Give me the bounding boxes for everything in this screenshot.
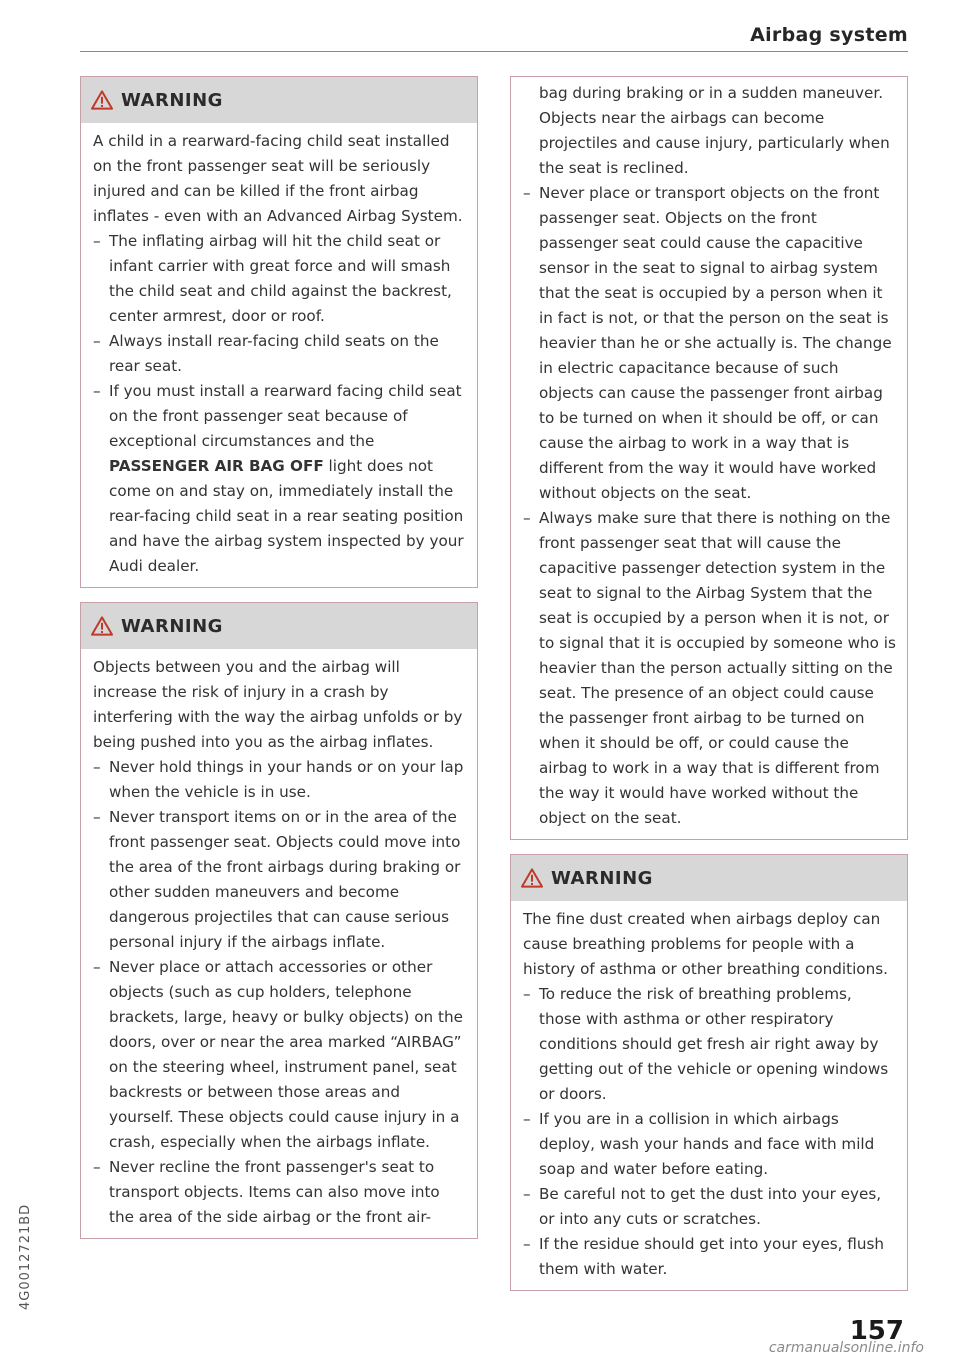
list-item: – Be careful not to get the dust into your eyes, or into any cuts or scratches. xyxy=(523,1182,897,1232)
watermark: carmanualsonline.info xyxy=(768,1340,924,1356)
warning-list xyxy=(93,229,467,579)
list-item: – The inflating airbag will hit the child seat or infant carrier with great force and will smash the child seat and child against the backrest, center armrest, door or roof. xyxy=(93,229,467,329)
section-title: Airbag system xyxy=(750,24,908,46)
header-divider xyxy=(80,51,908,52)
warning-triangle-icon xyxy=(91,616,113,636)
warning-body xyxy=(511,77,907,839)
right-column xyxy=(510,76,908,1291)
warning-body xyxy=(81,649,477,1238)
left-column xyxy=(80,76,478,1239)
warning-intro: The fine dust created when airbags deploy can cause breathing problems for people with a history of asthma or other breathing conditions. xyxy=(523,910,888,978)
list-item: – Always make sure that there is nothing on the front passenger seat that will cause the capacitive passenger detection system in the seat to signal to the Airbag System that the seat is occupied by a person when it is not, or to signal that it is occupied by someone who is heavier than the person actually sitting on the seat. The presence of an object could cause the passenger front airbag to be turned on when it should be off, or could cause the airbag to work in a way that is different from the way it would have worked without the object on the seat. xyxy=(523,506,897,831)
warning-list xyxy=(523,982,897,1282)
page-number: 157 xyxy=(849,1316,904,1346)
warning-header xyxy=(81,603,477,649)
warning-triangle-icon xyxy=(521,868,543,888)
list-item: – Never recline the front passenger's seat to transport objects. Items can also move into the area of the side airbag or the front air- xyxy=(93,1155,467,1230)
warning-title: WARNING xyxy=(121,615,223,637)
list-item: – Never place or attach accessories or other objects (such as cup holders, telephone brackets, large, heavy or bulky objects) on the doors, over or near the area marked “AIRBAG” on the steering wheel, instrument panel, seat backrests or between those areas and yourself. These objects could cause injury in a crash, especially when the airbags inflate. xyxy=(93,955,467,1155)
list-item-text: If you must install a rearward facing child seat on the front passenger seat because of exceptional circumstances and the xyxy=(109,382,462,450)
list-item-continued: bag during braking or in a sudden maneuver. Objects near the airbags can become projectiles and cause injury, particularly when the seat is reclined. xyxy=(539,84,890,177)
warning-intro: A child in a rearward-facing child seat installed on the front passenger seat will be seriously injured and can be killed if the front airbag inflates - even with an Advanced Airbag System. xyxy=(93,132,463,225)
warning-header xyxy=(81,77,477,123)
warning-body xyxy=(511,901,907,1290)
warning-box-continued xyxy=(510,76,908,840)
warning-intro: Objects between you and the airbag will increase the risk of injury in a crash by interfering with the way the airbag unfolds or by being pushed into you as the airbag inflates. xyxy=(93,658,463,751)
list-item xyxy=(93,379,467,579)
passenger-airbag-off-label: PASSENGER AIR BAG OFF xyxy=(109,457,324,475)
list-item-text: light does not come on and stay on, immediately install the rear-facing child seat in a rear seating position and have the airbag system inspected by your Audi dealer. xyxy=(109,457,464,575)
list-item: – Never place or transport objects on the front passenger seat. Objects on the front passenger seat could cause the capacitive sensor in the seat to signal to airbag system that the seat is occupied by a person when it in fact is not, or that the person on the seat is heavier than he or she actually is. The change in electric capacitance because of such objects can cause the passenger front airbag to be turned on when it should be off, or can cause the airbag to work in a way that is different from the way it would have worked without objects on the seat. xyxy=(523,181,897,506)
list-item: – Never hold things in your hands or on your lap when the vehicle is in use. xyxy=(93,755,467,805)
warning-list xyxy=(523,81,897,831)
list-item: – If you are in a collision in which airbags deploy, wash your hands and face with mild soap and water before eating. xyxy=(523,1107,897,1182)
warning-box-child-seat xyxy=(80,76,478,588)
warning-title: WARNING xyxy=(121,89,223,111)
warning-list xyxy=(93,755,467,1230)
warning-title: WARNING xyxy=(551,867,653,889)
list-item: – If the residue should get into your eyes, flush them with water. xyxy=(523,1232,897,1282)
warning-header xyxy=(511,855,907,901)
list-item: – Always install rear-facing child seats on the rear seat. xyxy=(93,329,467,379)
warning-body xyxy=(81,123,477,587)
warning-box-dust xyxy=(510,854,908,1291)
list-item: – To reduce the risk of breathing problems, those with asthma or other respiratory conditions should get fresh air right away by getting out of the vehicle or opening windows or doors. xyxy=(523,982,897,1107)
document-code: 4G0012721BD xyxy=(18,1203,33,1310)
warning-triangle-icon xyxy=(91,90,113,110)
list-item: – Never transport items on or in the area of the front passenger seat. Objects could move into the area of the front airbags during braking or other sudden maneuvers and become dangerous projectiles that can cause serious personal injury if the airbags inflate. xyxy=(93,805,467,955)
warning-box-objects xyxy=(80,602,478,1239)
